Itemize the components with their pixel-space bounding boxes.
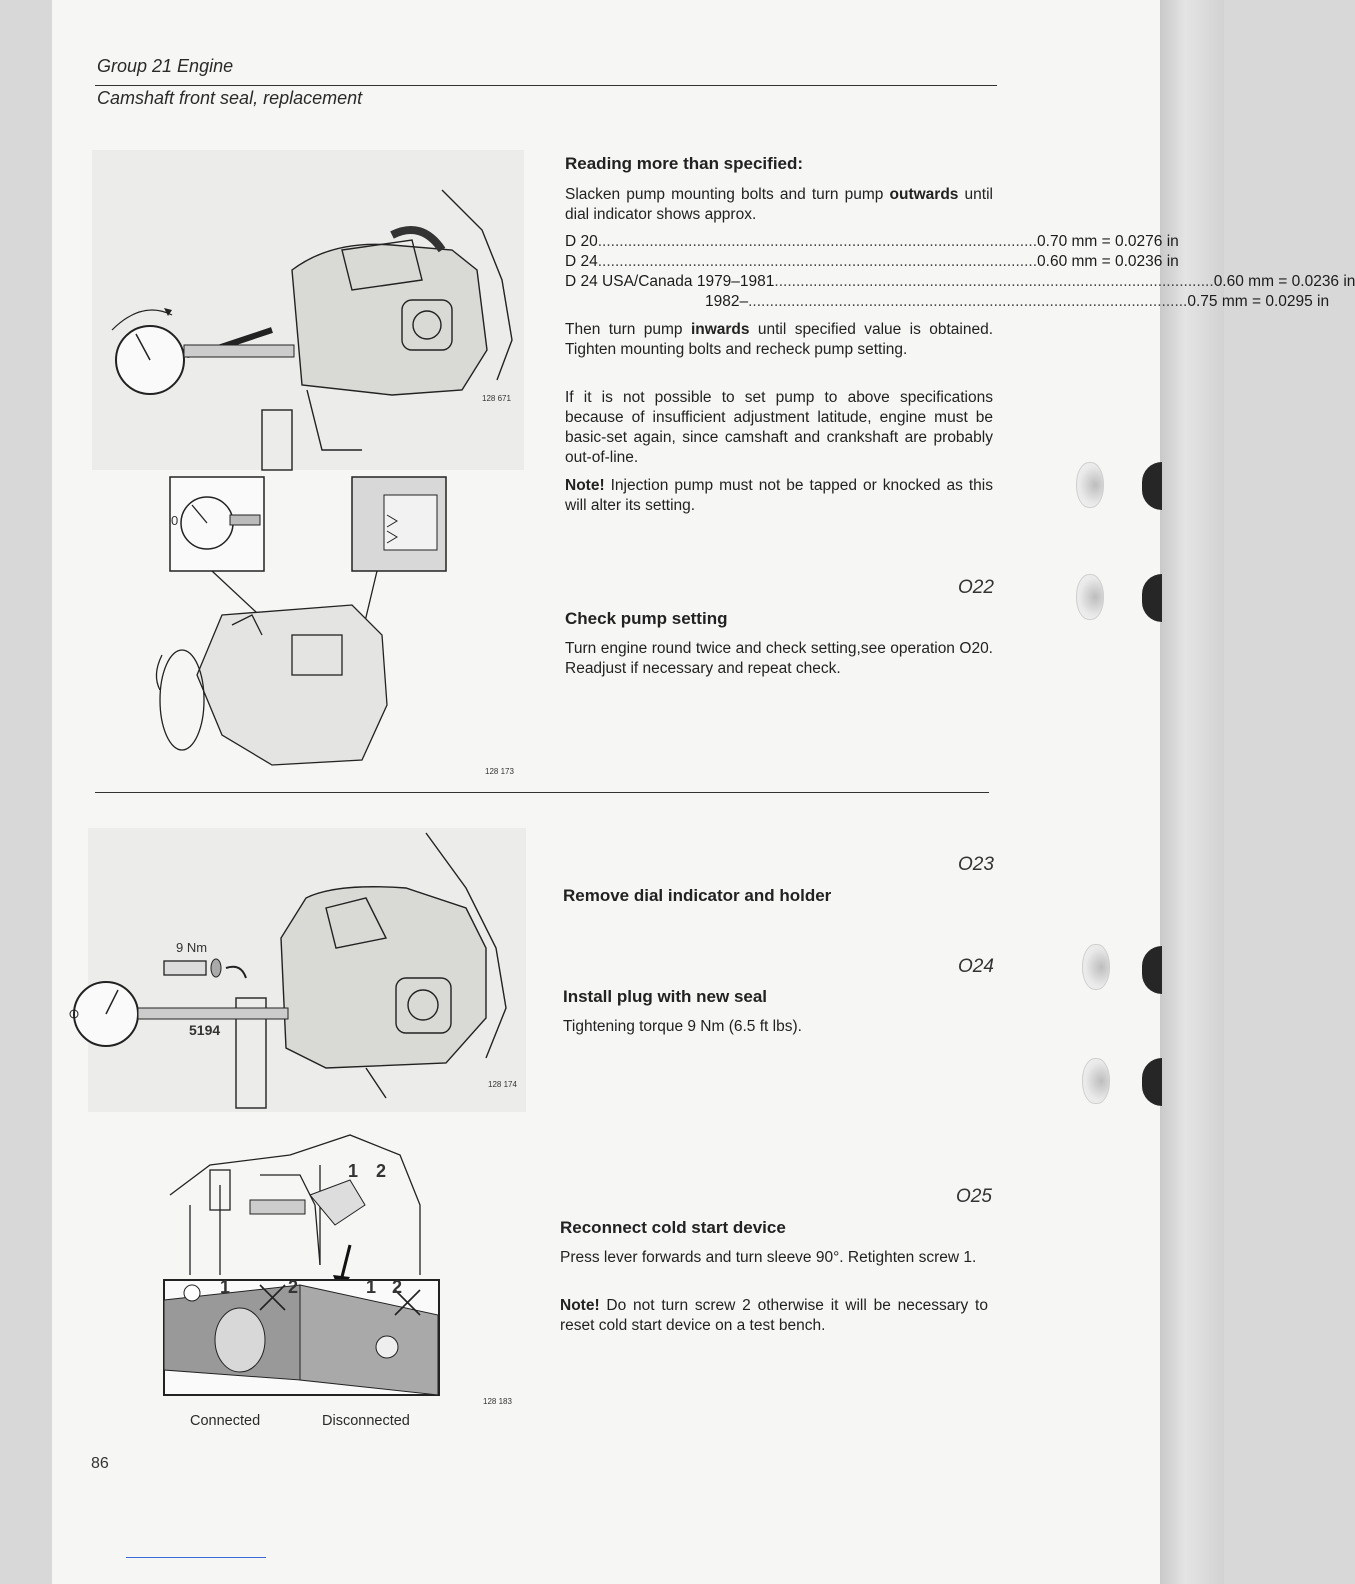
then-text-a: Then turn pump	[565, 321, 691, 338]
figure-dial-indicator-pump	[92, 150, 524, 470]
figure-engine-detail	[152, 475, 522, 780]
screw-1-label: 1	[348, 1161, 359, 1181]
caption-connected: Connected	[190, 1413, 261, 1429]
binder-hole	[1076, 574, 1104, 620]
spec-label: D 24	[565, 253, 598, 270]
figure-number: 128 671	[482, 394, 511, 403]
intro-text-a: Slacken pump mounting bolts and turn pump	[565, 186, 890, 203]
note-paragraph	[565, 476, 993, 516]
op-number-o24: O24	[958, 956, 994, 977]
note-label: Note!	[565, 477, 605, 494]
if-paragraph: If it is not possible to set pump to above specifications because of insufficient adjustment latitude, engine must be basic-set again, since camshaft and crankshaft are probably out-of-line.	[565, 389, 993, 466]
spec-row-1982	[705, 292, 1330, 312]
spec-label: D 24 USA/Canada 1979–1981	[565, 273, 775, 290]
spec-label: 1982–	[705, 293, 749, 310]
binder-hole	[1082, 944, 1110, 990]
note-text: Injection pump must not be tapped or knocked as this will alter its setting.	[565, 477, 993, 514]
o25-text: Press lever forwards and turn sleeve 90°. Retighten screw 1.	[560, 1249, 977, 1266]
binder-hole	[1082, 1058, 1110, 1104]
mid-rule	[95, 792, 989, 793]
then-paragraph	[565, 320, 993, 360]
caption-disconnected: Disconnected	[322, 1413, 410, 1429]
reading-intro	[565, 185, 993, 225]
screw-1-detail-connected: 1	[220, 1277, 231, 1297]
dial-zero-label: 0	[171, 513, 179, 528]
screw-2-detail-disconnected: 2	[392, 1277, 403, 1297]
binder-hole	[1076, 462, 1104, 508]
figure-cold-start-device	[150, 1125, 522, 1415]
screw-1-detail-disconnected: 1	[366, 1277, 377, 1297]
then-text-c: until specified value is obtained. Tighten mounting bolts and recheck pump setting.	[565, 321, 994, 358]
op-number-o22: O22	[958, 577, 994, 598]
link-underline	[126, 1557, 266, 1558]
figure-number: 128 173	[485, 767, 514, 776]
spec-label: D 20	[565, 233, 598, 250]
figure-number: 128 174	[488, 1080, 517, 1089]
torque-label: 9 Nm	[176, 940, 208, 955]
reading-heading: Reading more than specified:	[565, 154, 804, 173]
note-text: Do not turn screw 2 otherwise it will be necessary to reset cold start device on a test bench.	[560, 1297, 988, 1334]
o22-heading: Check pump setting	[565, 609, 728, 628]
then-bold: inwards	[690, 321, 750, 338]
o23-heading: Remove dial indicator and holder	[563, 886, 832, 905]
intro-bold: outwards	[889, 186, 959, 203]
o25-note	[560, 1296, 988, 1336]
o22-text: Turn engine round twice and check setting,see operation O20. Readjust if necessary and repeat check.	[565, 640, 993, 677]
spec-value: 0.70 mm = 0.0276 in	[1037, 233, 1179, 250]
spec-leader: ......................................................................................................	[597, 253, 1038, 270]
spec-row-d20	[565, 232, 1179, 252]
group-title: Group 21 Engine	[97, 56, 234, 76]
spec-value: 0.75 mm = 0.0295 in	[1187, 293, 1330, 310]
screw-2-detail-connected: 2	[288, 1277, 299, 1297]
figure-plug-install	[66, 828, 526, 1112]
o24-heading: Install plug with new seal	[563, 987, 768, 1006]
note-label: Note!	[560, 1297, 600, 1314]
spec-value: 0.60 mm = 0.0236 in	[1213, 273, 1355, 290]
spec-leader: ......................................................................................................	[748, 293, 1188, 310]
spec-leader: ......................................................................................................	[774, 273, 1214, 290]
figure-number: 128 183	[483, 1397, 512, 1406]
header-rule	[95, 85, 997, 86]
op-number-o25: O25	[956, 1186, 992, 1207]
page-number: 86	[91, 1455, 109, 1472]
spec-value: 0.60 mm = 0.0236 in	[1037, 253, 1179, 270]
intro-text-c: until dial indicator shows approx.	[565, 186, 993, 223]
o25-heading: Reconnect cold start device	[560, 1218, 786, 1237]
section-subtitle: Camshaft front seal, replacement	[97, 88, 363, 108]
tool-number-label: 5194	[189, 1022, 221, 1038]
o24-text: Tightening torque 9 Nm (6.5 ft lbs).	[563, 1018, 802, 1035]
spec-leader: ......................................................................................................	[597, 233, 1038, 250]
spec-row-d24	[565, 252, 1179, 272]
screw-2-label: 2	[376, 1161, 387, 1181]
op-number-o23: O23	[958, 854, 994, 875]
spec-row-d24-usa	[565, 272, 1355, 292]
